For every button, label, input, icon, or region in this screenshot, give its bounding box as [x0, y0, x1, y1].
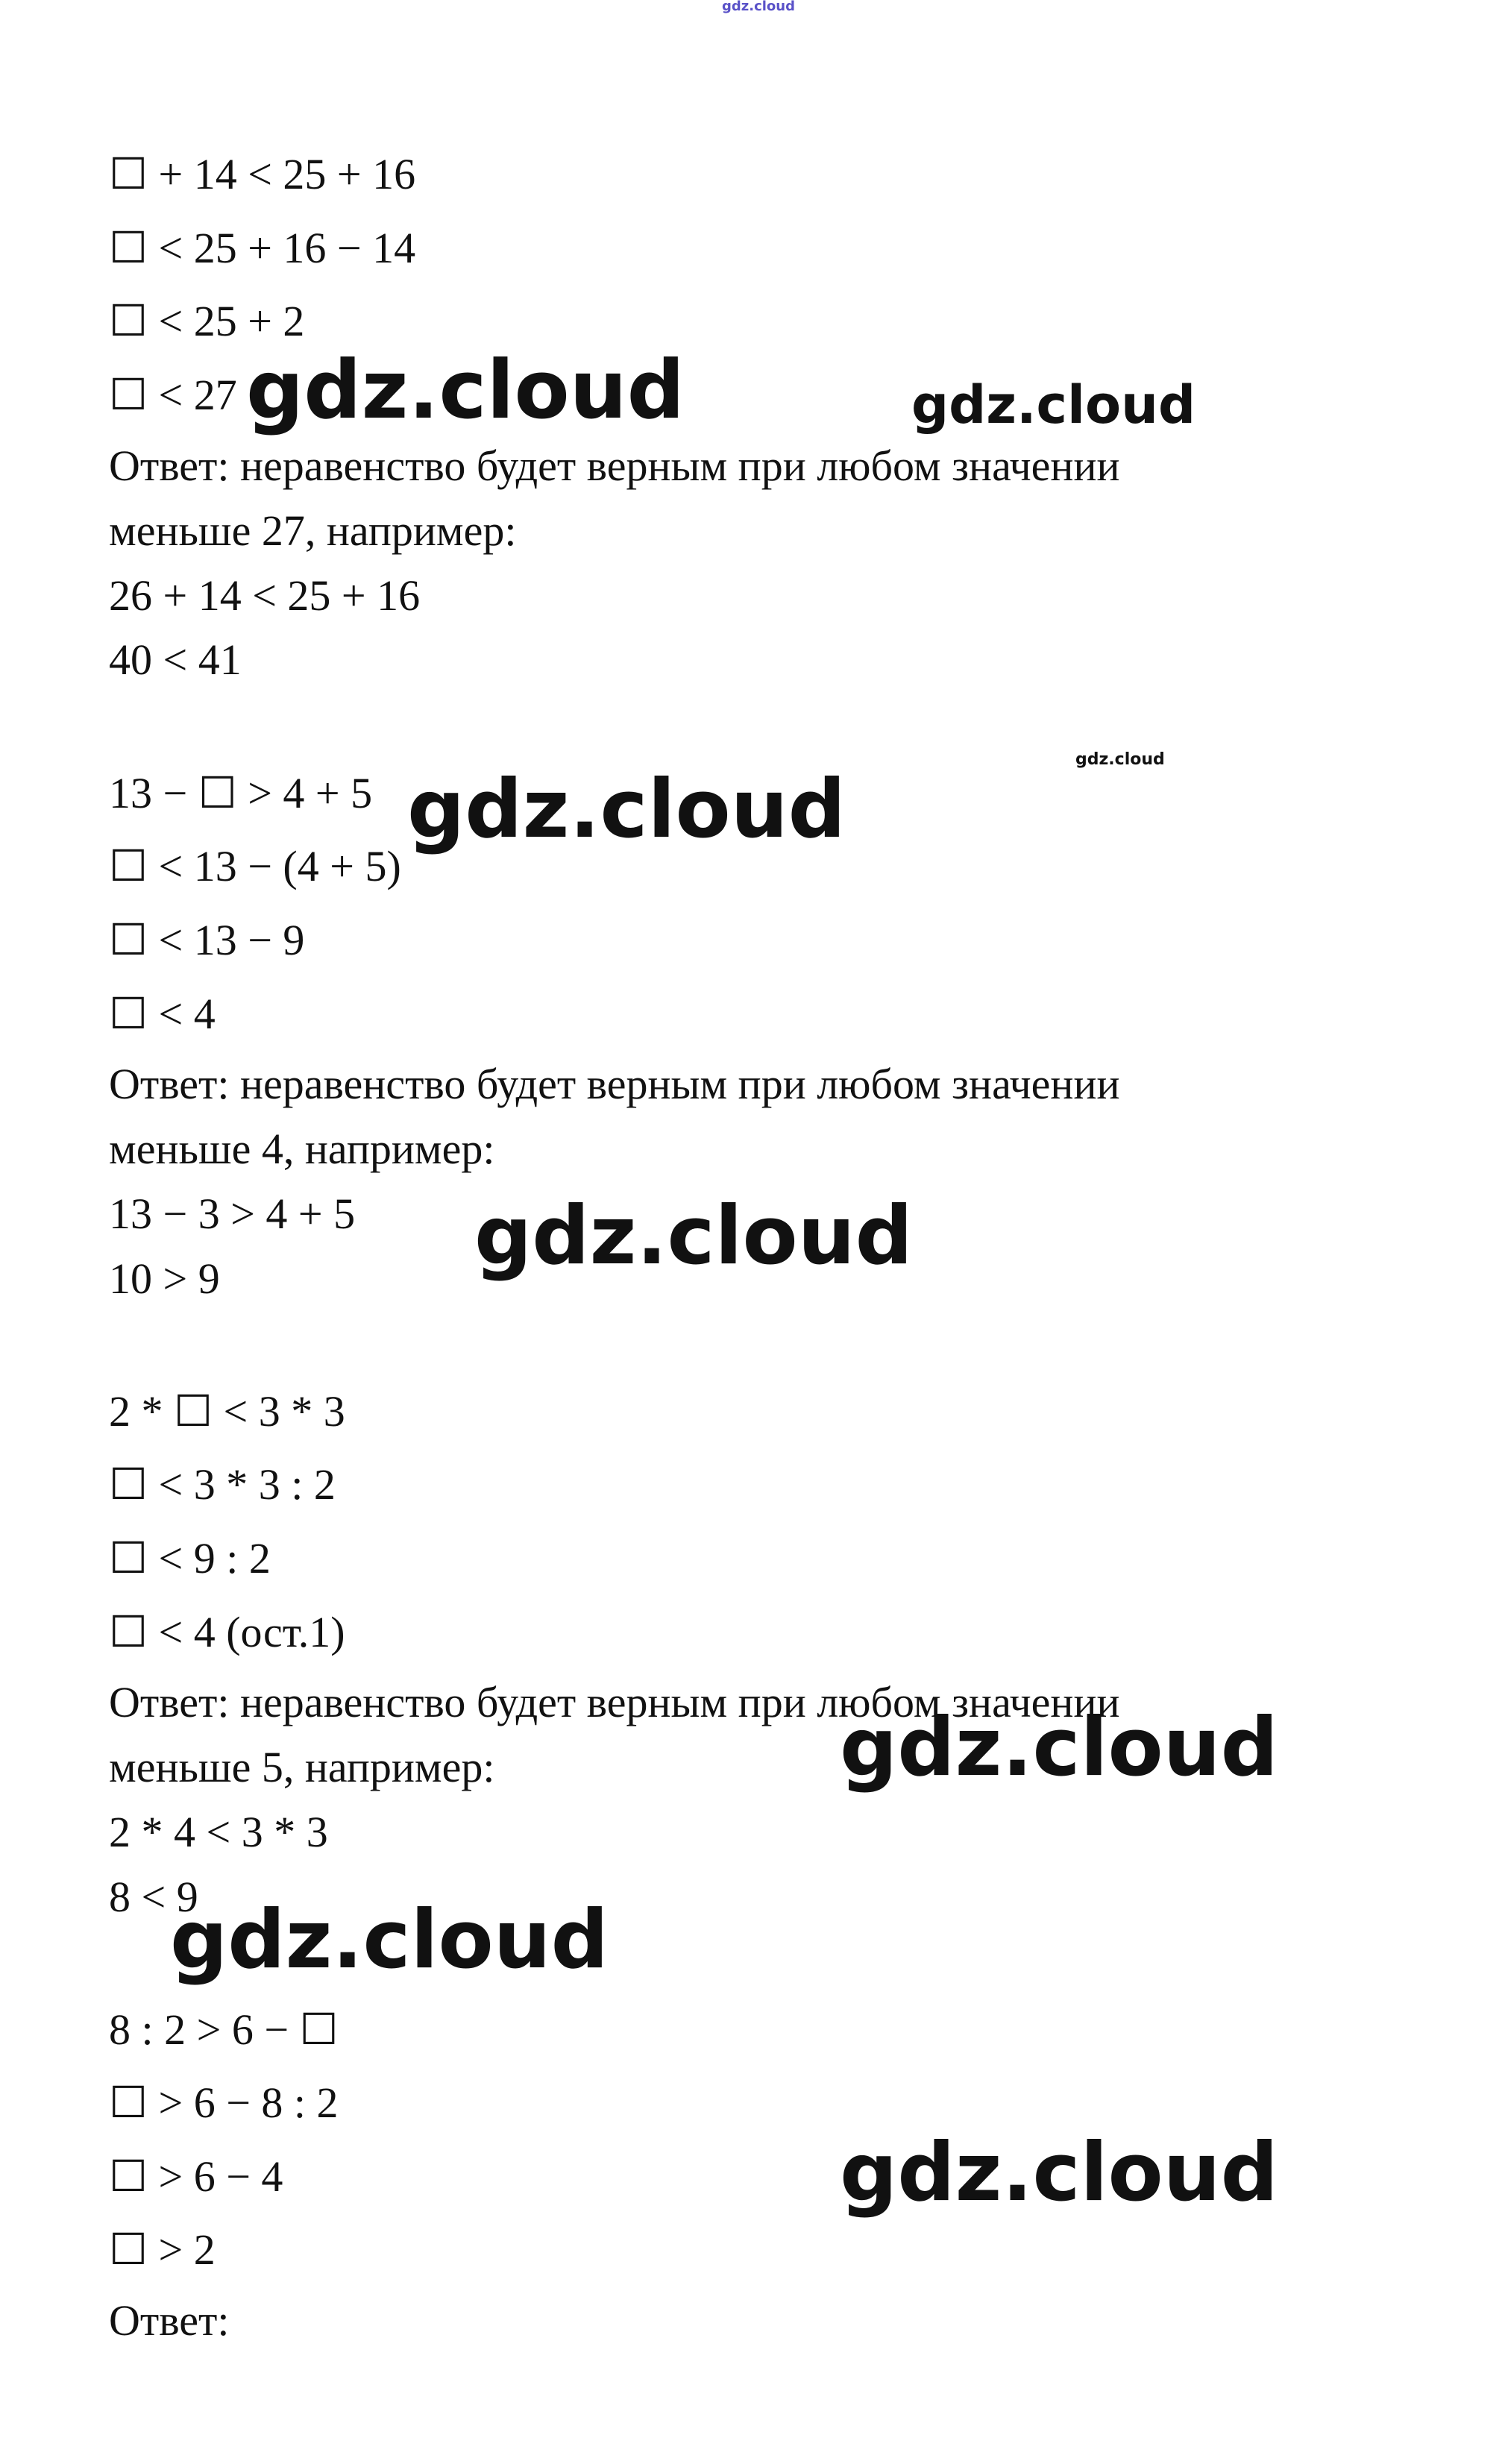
watermark: gdz.cloud — [911, 374, 1196, 436]
equation-line: ☐ > 2 — [109, 2225, 216, 2274]
watermark: gdz.cloud — [170, 1893, 609, 1987]
example-line: 10 > 9 — [109, 1254, 220, 1303]
equation-line: ☐ < 4 — [109, 990, 216, 1038]
answer-line: Ответ: неравенство будет верным при любом значении — [109, 1060, 1120, 1108]
equation-line: ☐ > 6 − 8 : 2 — [109, 2078, 339, 2127]
watermark: gdz.cloud — [474, 1189, 913, 1283]
answer-line: меньше 27, например: — [109, 506, 517, 555]
equation-line: ☐ < 25 + 16 − 14 — [109, 224, 416, 272]
example-line: 40 < 41 — [109, 635, 242, 684]
answer-line: меньше 4, например: — [109, 1125, 495, 1173]
watermark-top: gdz.cloud — [722, 0, 795, 14]
example-line: 13 − 3 > 4 + 5 — [109, 1189, 356, 1238]
equation-line: 13 − ☐ > 4 + 5 — [109, 769, 373, 817]
equation-line: ☐ < 3 * 3 : 2 — [109, 1460, 336, 1509]
answer-line: Ответ: неравенство будет верным при любом значении — [109, 441, 1120, 490]
equation-line: ☐ < 27 — [109, 371, 237, 419]
watermark: gdz.cloud — [1075, 750, 1165, 769]
answer-line: Ответ: неравенство будет верным при любом значении — [109, 1678, 1120, 1726]
example-line: 2 * 4 < 3 * 3 — [109, 1808, 328, 1856]
equation-line: ☐ < 9 : 2 — [109, 1534, 271, 1583]
answer-line: меньше 5, например: — [109, 1743, 495, 1791]
example-line: 26 + 14 < 25 + 16 — [109, 571, 421, 620]
equation-line: ☐ > 6 − 4 — [109, 2152, 283, 2201]
equation-line: ☐ < 25 + 2 — [109, 297, 305, 345]
watermark: gdz.cloud — [840, 2126, 1278, 2219]
watermark: gdz.cloud — [407, 763, 846, 856]
equation-line: 8 : 2 > 6 − ☐ — [109, 2005, 339, 2054]
equation-line: ☐ + 14 < 25 + 16 — [109, 150, 416, 198]
example-line: 8 < 9 — [109, 1873, 198, 1921]
equation-line: ☐ < 4 (ост.1) — [109, 1608, 345, 1656]
answer-line: Ответ: — [109, 2296, 230, 2345]
equation-line: ☐ < 13 − 9 — [109, 916, 305, 964]
watermark: gdz.cloud — [840, 1701, 1278, 1794]
watermark: gdz.cloud — [246, 344, 685, 437]
equation-line: 2 * ☐ < 3 * 3 — [109, 1387, 345, 1436]
equation-line: ☐ < 13 − (4 + 5) — [109, 842, 401, 890]
